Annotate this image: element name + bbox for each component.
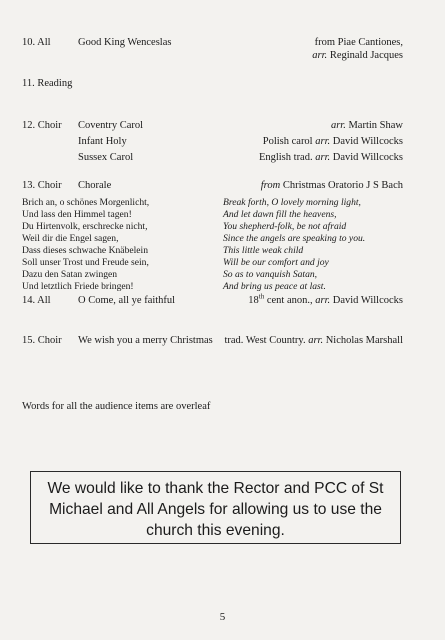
german-line: Weil dir die Engel sagen,: [22, 233, 119, 244]
item-14-credit: [248, 294, 403, 307]
item-12-song-3: Sussex Carol: [78, 152, 134, 163]
item-13-source: [261, 179, 403, 192]
arr-label: arr.: [315, 295, 331, 306]
item-14-number: 14. All: [22, 295, 51, 306]
german-line: Und lass den Himmel tagen!: [22, 209, 132, 220]
arranger-name: David Willcocks: [332, 136, 403, 147]
origin: trad. West Country.: [224, 335, 306, 346]
english-line: Since the angels are speaking to you.: [223, 233, 366, 244]
german-line: Und letztlich Friede bringen!: [22, 281, 134, 292]
german-line: Dazu den Satan zwingen: [22, 269, 118, 280]
arr-label: arr.: [315, 136, 331, 147]
ordinal-suffix: th: [258, 292, 265, 301]
item-12-number: 12. Choir: [22, 120, 62, 131]
german-line: Du Hirtenvolk, erschrecke nicht,: [22, 221, 148, 232]
audience-note: Words for all the audience items are overleaf: [22, 401, 211, 412]
item-15-title: We wish you a merry Christmas: [78, 335, 213, 346]
german-line: Brich an, o schönes Morgenlicht,: [22, 197, 150, 208]
english-line: You shepherd-folk, be not afraid: [223, 221, 347, 232]
arr-label: arr.: [315, 152, 331, 163]
arr-label: arr.: [308, 335, 324, 346]
thanks-line-1: We would like to thank the Rector and PCC of St: [47, 480, 384, 497]
german-line: Soll unser Trost und Freude sein,: [22, 257, 149, 268]
origin: English trad.: [258, 152, 313, 163]
item-10-arranger: [312, 49, 403, 62]
item-12-credit-3: [259, 151, 403, 164]
arranger-name: Reginald Jacques: [329, 50, 403, 61]
item-14-title: O Come, all ye faithful: [78, 295, 176, 306]
item-13-title: Chorale: [78, 180, 112, 191]
item-13-number: 13. Choir: [22, 180, 62, 191]
item-12-song-1: Coventry Carol: [78, 120, 144, 131]
english-line: Break forth, O lovely morning light,: [223, 197, 361, 208]
item-12-song-2: Infant Holy: [78, 136, 127, 147]
arranger-name: David Willcocks: [332, 152, 403, 163]
item-10-source: from Piae Cantiones,: [314, 37, 403, 48]
english-line: Will be our comfort and joy: [223, 257, 329, 268]
century: 18: [248, 295, 259, 306]
arranger-name: Nicholas Marshall: [325, 335, 403, 346]
source-name: Christmas Oratorio J S Bach: [282, 180, 403, 191]
thanks-line-2: Michael and All Angels for allowing us to use the: [49, 501, 382, 518]
english-line: This little weak child: [223, 245, 304, 256]
origin: cent anon.,: [264, 295, 313, 306]
arranger-name: David Willcocks: [332, 295, 403, 306]
item-12-credit-2: [263, 135, 403, 148]
item-11-number: 11. Reading: [22, 78, 73, 89]
item-15-credit: [224, 334, 403, 347]
english-line: So as to vanquish Satan,: [223, 269, 318, 280]
arr-label: arr.: [330, 120, 346, 131]
item-10-number: 10. All: [22, 37, 51, 48]
arr-label: arr.: [312, 50, 328, 61]
item-15-number: 15. Choir: [22, 335, 62, 346]
arranger-name: Martin Shaw: [348, 120, 403, 131]
item-12-credit-1: [331, 119, 403, 132]
thanks-box: [30, 471, 401, 544]
item-10-title: Good King Wenceslas: [78, 37, 172, 48]
english-line: And let dawn fill the heavens,: [223, 209, 337, 220]
thanks-line-3: church this evening.: [146, 522, 285, 539]
english-line: And bring us peace at last.: [223, 281, 326, 292]
from-label: from: [260, 180, 281, 191]
origin: Polish carol: [262, 136, 313, 147]
page-number: 5: [219, 611, 226, 623]
german-line: Dass dieses schwache Knäbelein: [22, 245, 149, 256]
